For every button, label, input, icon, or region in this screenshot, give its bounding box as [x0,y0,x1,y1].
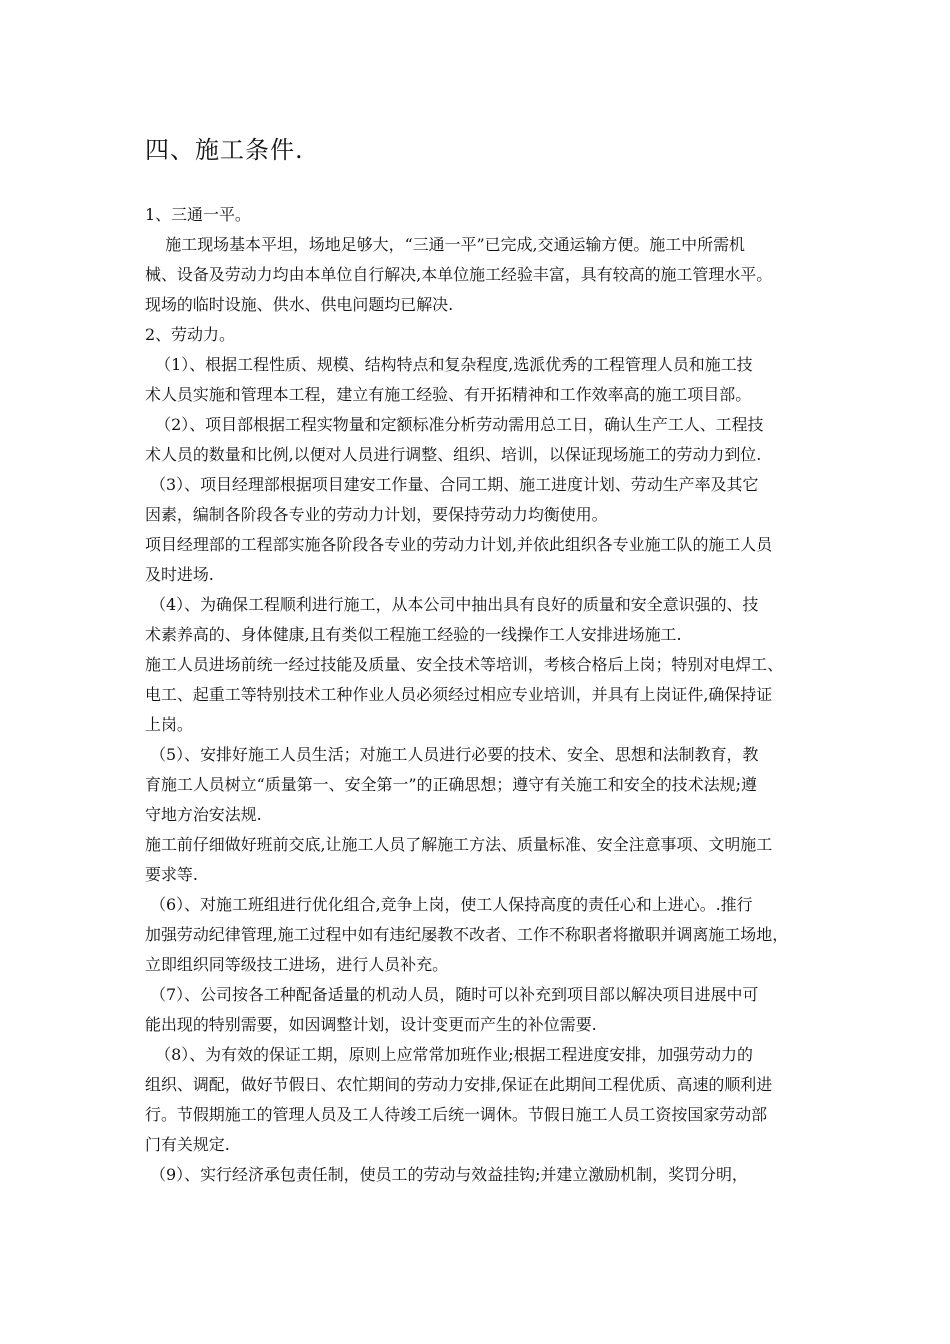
text-line: 因素，编制各阶段各专业的劳动力计划，要保持劳动力均衡使用。 [145,505,608,524]
text-line: 施工现场基本平坦，场地足够大，“三通一平”已完成,交通运输方便。施工中所需机 [145,235,746,254]
text-line: （3）、项目经理部根据项目建安工作量、合同工期、施工进度计划、劳动生产率及其它 [145,475,759,494]
text-line: 门有关规定. [145,1135,230,1154]
text-line: 术素养高的、身体健康,且有类似工程施工经验的一线操作工人安排进场施工. [145,625,682,644]
text-line: 械、设备及劳动力均由本单位自行解决,本单位施工经验丰富，具有较高的施工管理水平。 [145,265,773,284]
text-line: 及时进场. [145,565,214,584]
text-line: 术人员的数量和比例,以便对人员进行调整、组织、培训，以保证现场施工的劳动力到位. [145,445,762,464]
text-line: 要求等. [145,865,198,884]
text-line: 项目经理部的工程部实施各阶段各专业的劳动力计划,并依此组织各专业施工队的施工人员 [145,535,773,554]
text-line: 现场的临时设施、供水、供电问题均已解决. [145,295,454,314]
body-text [145,200,815,1190]
text-line: 施工人员进场前统一经过技能及质量、安全技术等培训，考核合格后上岗；特别对电焊工、 [145,655,784,674]
text-line: （5）、安排好施工人员生活；对施工人员进行必要的技术、安全、思想和法制教育，教 [145,745,759,764]
text-line: 1、三通一平。 [145,205,251,224]
text-line: 立即组织同等级技工进场，进行人员补充。 [145,955,449,974]
text-line: 育施工人员树立“质量第一、安全第一”的正确思想；遵守有关施工和安全的技术法规;遵 [145,775,757,794]
text-line: （8）、为有效的保证工期，原则上应常常加班作业;根据工程进度安排，加强劳动力的 [145,1045,753,1064]
text-line: （7）、公司按各工种配备适量的机动人员，随时可以补充到项目部以解决项目进展中可 [145,985,759,1004]
text-line: 行。节假期施工的管理人员及工人待竣工后统一调休。节假日施工人员工资按国家劳动部 [145,1105,768,1124]
text-line: （1）、根据工程性质、规模、结构特点和复杂程度,选派优秀的工程管理人员和施工技 [145,355,753,374]
section-heading: 四、施工条件. [145,136,304,164]
text-line: 术人员实施和管理本工程，建立有施工经验、有开拓精神和工作效率高的施工项目部。 [145,385,752,404]
text-line: 组织、调配，做好节假日、农忙期间的劳动力安排,保证在此期间工程优质、高速的顺利进 [145,1075,773,1094]
text-line: （9）、实行经济承包责任制，使员工的劳动与效益挂钩;并建立激励机制，奖罚分明， [145,1165,748,1184]
text-line: （4）、为确保工程顺利进行施工，从本公司中抽出具有良好的质量和安全意识强的、技 [145,595,759,614]
text-line: 2、劳动力。 [145,325,235,344]
text-line: 加强劳动纪律管理,施工过程中如有违纪屡教不改者、工作不称职者将撤职并调离施工场地， [145,925,789,944]
text-line: 施工前仔细做好班前交底,让施工人员了解施工方法、质量标准、安全注意事项、文明施工 [145,835,773,854]
text-line: 电工、起重工等特别技术工种作业人员必须经过相应专业培训，并具有上岗证件,确保持证 [145,685,773,704]
text-line: （2）、项目部根据工程实物量和定额标准分析劳动需用总工日，确认生产工人、工程技 [145,415,764,434]
text-line: （6）、对施工班组进行优化组合,竞争上岗，使工人保持高度的责任心和上进心。.推行 [145,895,753,914]
text-line: 能出现的特别需要，如因调整计划，设计变更而产生的补位需要. [145,1015,597,1034]
text-line: 上岗。 [145,715,193,734]
text-line: 守地方治安法规. [145,805,262,824]
